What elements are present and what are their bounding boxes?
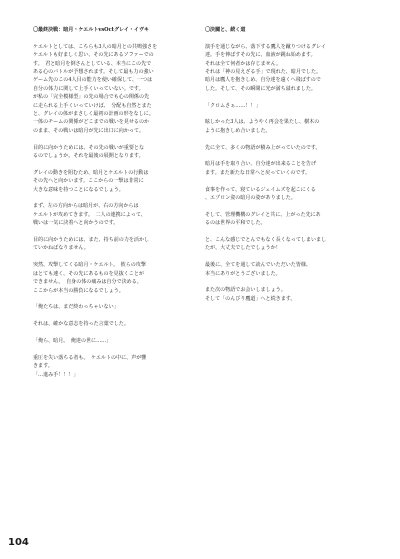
- text-line: 目的に向かうためには、また、持ち前の力を活かし: [33, 237, 150, 244]
- page-number: 104: [8, 537, 29, 548]
- text-line: [33, 34, 198, 42]
- text-line: ます。また新たな日常へと戻っていくのです。: [205, 169, 311, 176]
- text-line: まず、左の方向からは暗月が、右の方向からは: [33, 203, 139, 210]
- text-line: たが、大丈夫でしたでしょうか！: [205, 245, 281, 252]
- text-line: 先に全て、多くの物語が積み上がっていたのです。: [205, 144, 321, 151]
- text-line: グレイの動きを阻むため、暗月とケエルトの行動は: [33, 169, 149, 176]
- text-line: と、グレイの体がまさしく最初の計画の形をなしに。: [33, 111, 154, 118]
- text-line: それは、確かな意志を持った言葉でした。: [33, 321, 129, 328]
- text-line: [205, 34, 368, 42]
- left-column-body: [33, 34, 198, 379]
- text-line: ここからが本当の勝負になるでしょう。: [33, 287, 124, 294]
- text-line: 戦いは一気に決着へと向かうのです。: [33, 220, 119, 227]
- text-line: そして「のんびり鷹道」へと続きます。: [205, 295, 296, 302]
- text-line: はとても速く、その先にあるものを見抜くことが: [33, 270, 144, 277]
- text-line: と、こんな感じでとんでもなく長くなってしまいまし: [205, 237, 327, 244]
- text-line: 暗月は鷹人を抱きしめ、自分達を遠くへ飛ばすので: [205, 77, 321, 84]
- text-line: 自分の体力に関して上手くいっていない。です。: [33, 85, 144, 92]
- text-line: [33, 312, 198, 320]
- text-line: [205, 228, 368, 236]
- text-line: [205, 135, 368, 143]
- text-line: 「…進み手！！！」: [33, 371, 79, 378]
- text-line: 、エプロン姿の暗月の姿がありました。: [205, 195, 296, 202]
- text-line: 「俺たちは、まだ終わっちゃいない」: [33, 304, 119, 311]
- text-line: その先へと向かいます。ここからの一撃は非常に: [33, 178, 144, 185]
- text-line: ゲーム先のこの4人目の能力を使い確保して、一つは: [33, 77, 153, 84]
- text-line: 達。手を伸ばすその先に、血液が跳ね始めます。: [205, 52, 316, 59]
- text-line: ていかねばなりません。: [33, 245, 89, 252]
- text-line: 暗月は手を取り合い、自分達が出来ることを告げ: [205, 161, 317, 168]
- text-line: [205, 152, 368, 160]
- text-line: [205, 177, 368, 185]
- text-line: るのでしょうか。それを最後の展開となります。: [33, 153, 144, 160]
- text-line: した。そして、その瞬間に光が満ち溢れました。: [205, 85, 316, 92]
- text-line: [33, 295, 198, 303]
- text-line: 演手を通じながら、落下する鷹人を蹴りつけるグレイ: [205, 43, 326, 50]
- text-line: ケエルトが攻めてきます。 二人の連携によって、: [33, 211, 146, 218]
- text-line: 「クロムさぁ……！！」: [205, 102, 261, 109]
- text-line: [33, 135, 198, 143]
- text-line: のまま、その戦いは暗月が先に出口に向かって。: [33, 127, 144, 134]
- text-line: [33, 228, 198, 236]
- text-line: 一体のチームの関係がどこまでの戦いを見せるのか: [33, 119, 150, 126]
- text-line: それは「神の見えざる手」で現れた、暗月でした。: [205, 69, 322, 76]
- text-line: ケエルトとしては、こちらも3人の暗月との共鳴強さを: [33, 43, 158, 50]
- text-line: [33, 194, 198, 202]
- text-line: 重圧を失い落ちる者も。 ケエルトの中に、声が響: [33, 354, 147, 361]
- text-line: [33, 329, 198, 337]
- text-line: [205, 278, 368, 286]
- text-line: それは全て何者かは存じません。: [205, 60, 282, 67]
- text-line: 大きな意味を持つことになるでしょう。: [33, 186, 124, 193]
- text-line: ケエルトも好ましく思い、その先にあるソファーでの: [33, 52, 154, 59]
- text-line: [33, 160, 198, 168]
- text-line: るのは世界の平和でした。: [205, 220, 266, 227]
- text-line: 眩しかった3人は、ようやく再会を果たし、樹木の: [205, 119, 320, 126]
- text-line: [33, 345, 198, 353]
- text-line: そして、管理機構のグレイと共に、上がった先にあ: [205, 211, 321, 218]
- text-line: 「俺ら、暗月。 俺達の世に……」: [33, 337, 112, 344]
- text-line: ように抱きしめ合いました。: [205, 127, 271, 134]
- text-line: [205, 93, 368, 101]
- text-line: きます。: [33, 363, 53, 370]
- text-line: [205, 110, 368, 118]
- right-column-body: [205, 34, 368, 303]
- right-column: [205, 26, 368, 303]
- text-line: [205, 202, 368, 210]
- text-line: 最後に、全てを通して読んでいただいた皆様、: [205, 262, 311, 269]
- text-line: 突然、攻撃してくる暗月・ケエルト。 彼らの攻撃: [33, 262, 146, 269]
- text-line: ある心のバトルが予想されます。そして最も力の強い: [33, 69, 154, 76]
- text-line: 食事を作って、寝ているジェイムズを起こにくる: [205, 186, 316, 193]
- text-line: [33, 253, 198, 261]
- text-line: 目的に向かうためには、その先の戦いが重要とな: [33, 144, 145, 151]
- left-column-heading: 〇最終決戦：暗月・ケエルトvsOctグレイ・イヴキ: [33, 27, 150, 33]
- text-line: す。 君と暗月を倒さんとしている、本当にこの先で: [33, 60, 152, 67]
- right-column-heading: 〇決闘と、続く道: [205, 27, 246, 33]
- left-column: [33, 26, 198, 379]
- text-line: 本当にありがとうございました。: [205, 270, 281, 277]
- text-line: できません。 自身の体の痛みは自分で決める。: [33, 279, 142, 286]
- text-line: に走られる上手くいっていけば、 分配も自然とまた: [33, 102, 152, 109]
- text-line: また次の物語でお会いしましょう。: [205, 287, 286, 294]
- text-line: [205, 253, 368, 261]
- text-line: が私の「完全模様型」の先の場合でも心の関係の先: [33, 94, 150, 101]
